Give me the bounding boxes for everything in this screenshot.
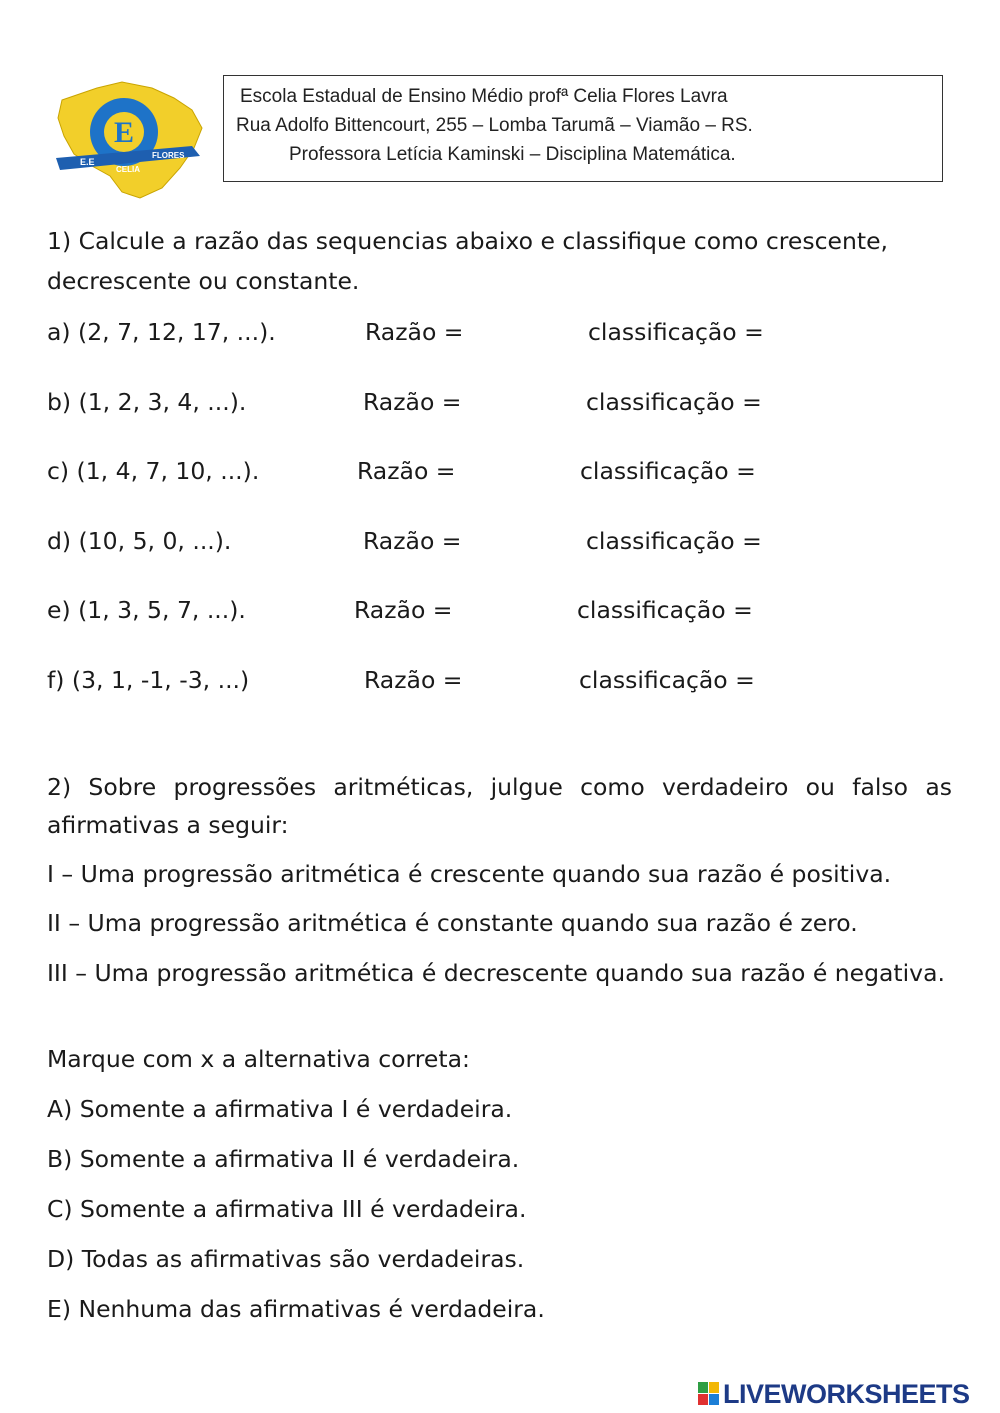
razao-label: Razão =	[364, 666, 463, 694]
classificacao-label: classificação =	[579, 666, 755, 694]
statement-ii: II – Uma progressão aritmética é constante quando sua razão é zero.	[47, 909, 858, 937]
razao-label: Razão =	[357, 457, 456, 485]
sequence-b: b) (1, 2, 3, 4, ...).	[47, 388, 247, 416]
sequence-a: a) (2, 7, 12, 17, ...).	[47, 318, 276, 346]
option-d[interactable]: D) Todas as afirmativas são verdadeiras.	[47, 1245, 525, 1273]
classificacao-label: classificação =	[580, 457, 756, 485]
school-name: Escola Estadual de Ensino Médio profª Celia Flores Lavra	[240, 86, 728, 107]
sequence-c: c) (1, 4, 7, 10, ...).	[47, 457, 260, 485]
svg-text:FLORES: FLORES	[152, 151, 185, 160]
classificacao-label: classificação =	[577, 596, 753, 624]
classificacao-label: classificação =	[586, 527, 762, 555]
svg-text:CELIA: CELIA	[116, 165, 140, 174]
sequence-d: d) (10, 5, 0, ...).	[47, 527, 232, 555]
razao-label: Razão =	[363, 388, 462, 416]
teacher-subject: Professora Letícia Kaminski – Disciplina Matemática.	[289, 144, 736, 165]
option-c[interactable]: C) Somente a afirmativa III é verdadeira.	[47, 1195, 527, 1223]
classificacao-label: classificação =	[588, 318, 764, 346]
svg-text:E.E: E.E	[80, 157, 95, 167]
option-b[interactable]: B) Somente a afirmativa II é verdadeira.	[47, 1145, 520, 1173]
liveworksheets-text: LIVEWORKSHEETS	[723, 1378, 970, 1409]
question-1-prompt: 1) Calcule a razão das sequencias abaixo e classifique como crescente, decrescente ou constante.	[47, 227, 889, 295]
statement-i: I – Uma progressão aritmética é crescente quando sua razão é positiva.	[47, 860, 892, 888]
sequence-e: e) (1, 3, 5, 7, ...).	[47, 596, 246, 624]
option-e[interactable]: E) Nenhuma das afirmativas é verdadeira.	[47, 1295, 545, 1323]
school-header	[223, 75, 943, 182]
liveworksheets-logo-icon	[698, 1382, 720, 1406]
sequence-f: f) (3, 1, -1, -3, ...)	[47, 666, 250, 694]
liveworksheets-brand	[698, 1379, 970, 1409]
instruction: Marque com x a alternativa correta:	[47, 1045, 470, 1073]
school-address: Rua Adolfo Bittencourt, 255 – Lomba Tarumã – Viamão – RS.	[236, 115, 753, 136]
statement-iii: III – Uma progressão aritmética é decrescente quando sua razão é negativa.	[47, 959, 945, 987]
classificacao-label: classificação =	[586, 388, 762, 416]
razao-label: Razão =	[354, 596, 453, 624]
school-logo	[52, 80, 207, 200]
razao-label: Razão =	[363, 527, 462, 555]
option-a[interactable]: A) Somente a afirmativa I é verdadeira.	[47, 1095, 513, 1123]
svg-text:E: E	[113, 116, 135, 149]
question-2-prompt: 2) Sobre progressões aritméticas, julgue como verdadeiro ou falso as afirmativas a seguir:	[47, 773, 952, 839]
razao-label: Razão =	[365, 318, 464, 346]
